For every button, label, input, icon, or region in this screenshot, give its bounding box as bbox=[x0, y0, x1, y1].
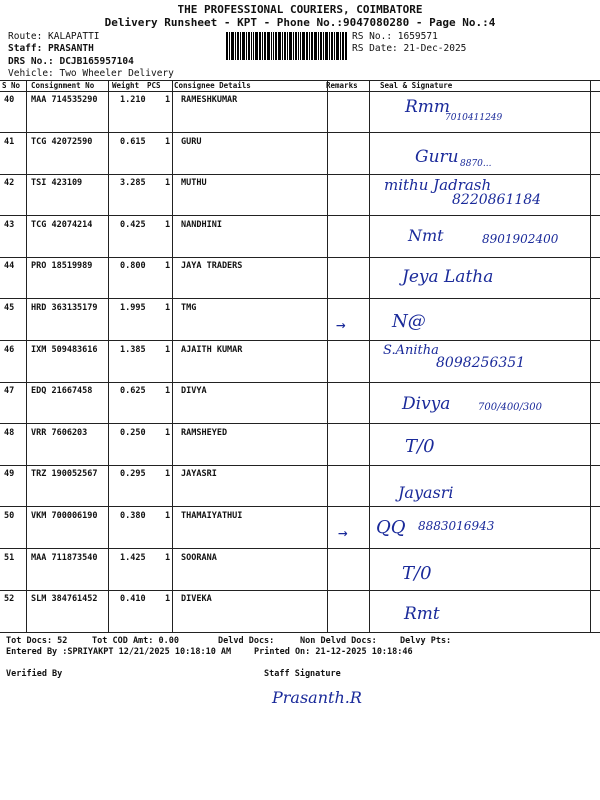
row-pcs: 1 bbox=[165, 469, 171, 480]
row-consignment: VRR 7606203 bbox=[31, 427, 88, 438]
row-weight: 0.380 bbox=[120, 510, 146, 521]
row-pcs: 1 bbox=[165, 386, 171, 397]
row-sno: 47 bbox=[4, 386, 15, 397]
row-consignment: VKM 700006190 bbox=[31, 510, 98, 521]
table-row bbox=[0, 549, 600, 591]
table-row bbox=[0, 341, 600, 383]
row-sno: 45 bbox=[4, 302, 15, 313]
row-consignee: JAYA TRADERS bbox=[181, 261, 243, 272]
row-consignee: TMG bbox=[181, 302, 197, 313]
staff-signature: Prasanth.R bbox=[272, 688, 362, 707]
rs-date: RS Date: 21-Dec-2025 bbox=[352, 43, 467, 54]
row-signature-note: 7010411249 bbox=[445, 113, 503, 123]
header-remarks: Remarks bbox=[326, 81, 358, 90]
table-row bbox=[0, 174, 600, 216]
row-pcs: 1 bbox=[165, 427, 171, 438]
row-sno: 40 bbox=[4, 95, 15, 105]
row-weight: 0.410 bbox=[120, 594, 146, 605]
row-weight: 1.210 bbox=[120, 95, 146, 105]
row-signature-note: 8098256351 bbox=[436, 354, 526, 371]
header-pcs: PCS bbox=[147, 81, 161, 90]
row-pcs: 1 bbox=[165, 261, 171, 272]
barcode-image bbox=[226, 32, 347, 60]
row-sno: 48 bbox=[4, 427, 15, 438]
row-signature: QQ bbox=[376, 516, 406, 538]
row-consignee: RAMSHEYED bbox=[181, 427, 228, 438]
row-signature: Guru bbox=[415, 146, 459, 167]
row-sno: 46 bbox=[4, 344, 15, 355]
row-weight: 1.995 bbox=[120, 302, 146, 313]
row-consignment: IXM 509483616 bbox=[31, 344, 98, 355]
row-consignment: TRZ 190052567 bbox=[31, 469, 98, 480]
row-consignee: JAYASRI bbox=[181, 469, 217, 480]
row-remark-mark: → bbox=[338, 522, 348, 542]
row-consignment: MAA 714535290 bbox=[31, 95, 98, 105]
row-consignee: AJAITH KUMAR bbox=[181, 344, 243, 355]
row-pcs: 1 bbox=[165, 552, 171, 563]
row-sno: 49 bbox=[4, 469, 15, 480]
row-consignee: NANDHINI bbox=[181, 219, 222, 230]
row-signature: N@ bbox=[392, 310, 426, 332]
non-delivered-docs: Non Delvd Docs: bbox=[300, 636, 377, 646]
row-signature: Jayasri bbox=[398, 483, 454, 503]
header-consignment: Consignment No bbox=[31, 81, 95, 90]
row-sno: 41 bbox=[4, 136, 15, 147]
row-weight: 1.425 bbox=[120, 552, 146, 563]
row-weight: 0.625 bbox=[120, 386, 146, 397]
row-pcs: 1 bbox=[165, 136, 171, 147]
row-weight: 0.250 bbox=[120, 427, 146, 438]
row-pcs: 1 bbox=[165, 95, 171, 105]
row-consignment: PRO 18519989 bbox=[31, 261, 93, 272]
table-row bbox=[0, 590, 600, 632]
printed-on: Printed On: 21-12-2025 10:18:46 bbox=[254, 647, 413, 657]
table-row bbox=[0, 299, 600, 341]
row-pcs: 1 bbox=[165, 178, 171, 189]
row-remark-mark: → bbox=[336, 314, 346, 334]
table-row bbox=[0, 216, 600, 258]
runsheet-title: Delivery Runsheet - KPT - Phone No.:9047080280 - Page No.:4 bbox=[104, 16, 496, 29]
staff-signature-label: Staff Signature bbox=[264, 669, 341, 679]
row-signature-note: 8220861184 bbox=[452, 192, 542, 209]
table-row bbox=[0, 257, 600, 299]
table-row bbox=[0, 424, 600, 466]
row-consignment: TCG 42072590 bbox=[31, 136, 93, 147]
row-sno: 51 bbox=[4, 552, 15, 563]
row-consignment: EDQ 21667458 bbox=[31, 386, 93, 397]
row-consignee: THAMAIYATHUI bbox=[181, 510, 243, 521]
table-row bbox=[0, 465, 600, 507]
total-cod-amount: Tot COD Amt: 0.00 bbox=[92, 636, 179, 646]
row-weight: 3.285 bbox=[120, 178, 146, 189]
row-weight: 0.295 bbox=[120, 469, 146, 480]
row-consignment: SLM 384761452 bbox=[31, 594, 98, 605]
route-label: Route: KALAPATTI bbox=[8, 31, 100, 42]
entered-by: Entered By :SPRIYAKPT 12/21/2025 10:18:10 AM bbox=[6, 647, 232, 657]
row-signature: S.Anitha bbox=[383, 342, 439, 358]
row-weight: 1.385 bbox=[120, 344, 146, 355]
row-signature: Divya bbox=[402, 394, 451, 415]
row-consignee: GURU bbox=[181, 136, 202, 147]
row-signature-note: 8901902400 bbox=[482, 231, 559, 246]
header-consignee: Consignee Details bbox=[174, 81, 251, 90]
row-signature-note: 700/400/300 bbox=[478, 402, 542, 414]
vehicle-label: Vehicle: Two Wheeler Delivery bbox=[8, 68, 174, 79]
row-pcs: 1 bbox=[165, 510, 171, 521]
delivery-table bbox=[0, 80, 600, 633]
row-consignment: MAA 711873540 bbox=[31, 552, 98, 563]
row-consignment: HRD 363135179 bbox=[31, 302, 98, 313]
drs-number: DRS No.: DCJB165957104 bbox=[8, 56, 134, 67]
header-sno: S No bbox=[2, 81, 21, 90]
table-row bbox=[0, 91, 600, 133]
rs-number: RS No.: 1659571 bbox=[352, 31, 438, 42]
table-row bbox=[0, 507, 600, 549]
row-consignee: RAMESHKUMAR bbox=[181, 95, 238, 105]
verified-by-label: Verified By bbox=[6, 669, 63, 679]
row-weight: 0.425 bbox=[120, 219, 146, 230]
row-signature: Jeya Latha bbox=[402, 267, 494, 288]
delivered-docs: Delvd Docs: bbox=[218, 636, 275, 646]
row-pcs: 1 bbox=[165, 302, 171, 313]
table-body bbox=[0, 91, 600, 632]
row-weight: 0.615 bbox=[120, 136, 146, 147]
row-consignment: TSI 423109 bbox=[31, 178, 83, 189]
table-bottom-border bbox=[0, 632, 600, 633]
total-docs: Tot Docs: 52 bbox=[6, 636, 68, 646]
staff-label: Staff: PRASANTH bbox=[8, 43, 94, 54]
row-consignee: MUTHU bbox=[181, 178, 207, 189]
table-row bbox=[0, 382, 600, 424]
delivery-points: Delvy Pts: bbox=[400, 636, 452, 646]
row-signature: mithu Jadrash bbox=[384, 176, 492, 195]
row-sno: 50 bbox=[4, 510, 15, 521]
header-weight: Weight bbox=[112, 81, 140, 90]
row-sno: 42 bbox=[4, 178, 15, 189]
row-signature: T/0 bbox=[405, 435, 435, 457]
row-sno: 52 bbox=[4, 594, 15, 605]
row-signature: Rmm bbox=[405, 97, 451, 117]
row-consignment: TCG 42074214 bbox=[31, 219, 93, 230]
row-sno: 43 bbox=[4, 219, 15, 230]
row-signature-note: 8883016943 bbox=[418, 518, 495, 533]
row-signature-note: 8870... bbox=[460, 158, 492, 169]
table-row bbox=[0, 133, 600, 175]
header-seal-signature: Seal & Signature bbox=[380, 81, 453, 90]
row-pcs: 1 bbox=[165, 594, 171, 605]
row-pcs: 1 bbox=[165, 344, 171, 355]
row-consignee: DIVEKA bbox=[181, 594, 212, 605]
row-signature: Rmt bbox=[404, 604, 440, 625]
row-sno: 44 bbox=[4, 261, 15, 272]
row-consignee: DIVYA bbox=[181, 386, 207, 397]
row-pcs: 1 bbox=[165, 219, 171, 230]
row-signature: T/0 bbox=[402, 562, 432, 584]
row-signature: Nmt bbox=[408, 225, 444, 245]
row-consignee: SOORANA bbox=[181, 552, 217, 563]
company-title: THE PROFESSIONAL COURIERS, COIMBATORE bbox=[177, 3, 423, 16]
row-weight: 0.800 bbox=[120, 261, 146, 272]
